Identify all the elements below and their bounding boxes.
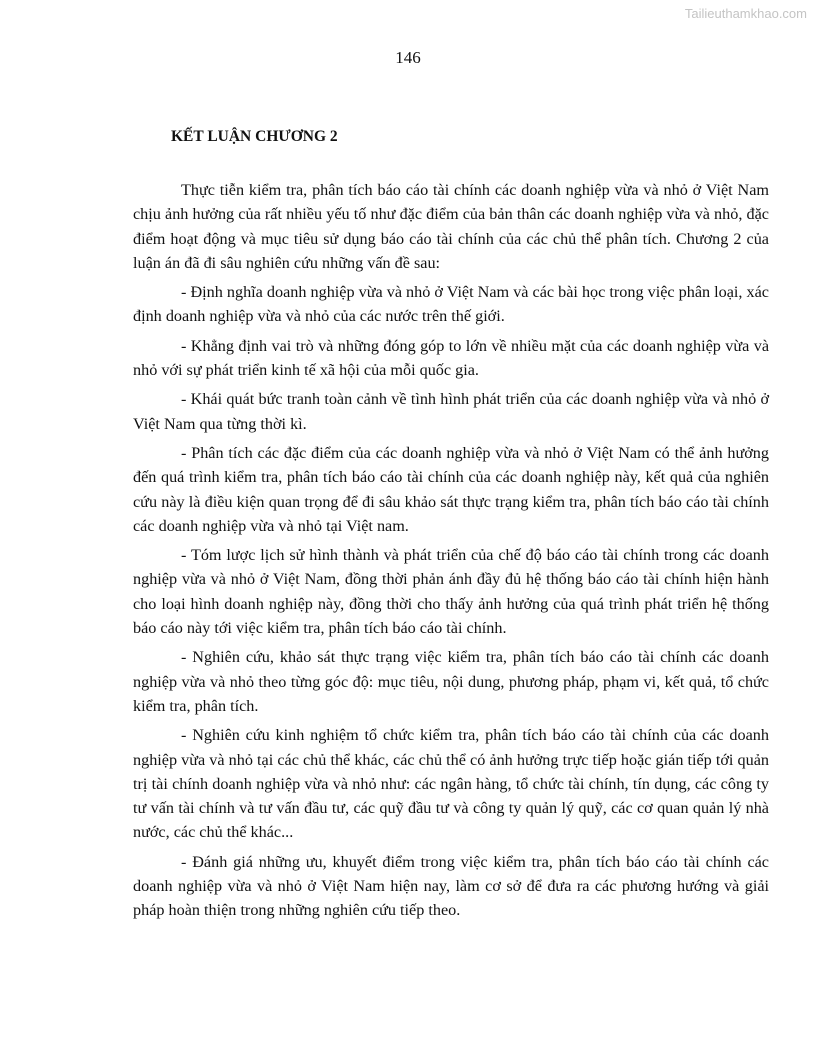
- chapter-heading: KẾT LUẬN CHƯƠNG 2: [171, 128, 338, 145]
- list-item-definition: - Định nghĩa doanh nghiệp vừa và nhỏ ở Việt Nam và các bài học trong việc phân loại, xác định doanh nghiệp vừa và nhỏ của các nước trên thế giới.: [133, 283, 769, 326]
- intro-paragraph: Thực tiễn kiểm tra, phân tích báo cáo tài chính các doanh nghiệp vừa và nhỏ ở Việt Nam chịu ảnh hưởng của rất nhiều yếu tố như đặc điểm của bản thân các doanh nghiệp vừa và nhỏ, đặc điểm hoạt động và mục tiêu sử dụng báo cáo tài chính của các chủ thể phân tích. Chương 2 của luận án đã đi sâu nghiên cứu những vấn đề sau:: [133, 181, 769, 272]
- list-item-history: - Tóm lược lịch sử hình thành và phát triển của chế độ báo cáo tài chính trong các doanh nghiệp vừa và nhỏ ở Việt Nam, đồng thời phản ánh đầy đủ hệ thống báo cáo tài chính hiện hành cho loại hình doanh nghiệp này, đồng thời cho thấy ảnh hưởng của quá trình phát triển hệ thống báo cáo này tới việc kiểm tra, phân tích báo cáo tài chính.: [133, 546, 769, 638]
- body-text: [133, 178, 769, 928]
- list-item-survey: - Nghiên cứu, khảo sát thực trạng việc kiểm tra, phân tích báo cáo tài chính các doanh nghiệp vừa và nhỏ theo từng góc độ: mục tiêu, nội dung, phương pháp, phạm vi, kết quả, tổ chức kiểm tra, phân tích.: [133, 648, 769, 715]
- page-number: 146: [395, 48, 421, 67]
- list-item-experience: - Nghiên cứu kinh nghiệm tổ chức kiểm tra, phân tích báo cáo tài chính của các doanh nghiệp vừa và nhỏ tại các chủ thể khác, các chủ thể có ảnh hưởng trực tiếp hoặc gián tiếp tới quản trị tài chính doanh nghiệp vừa và nhỏ như: các ngân hàng, tổ chức tài chính, tín dụng, các công ty tư vấn tài chính và tư vấn đầu tư, các quỹ đầu tư và công ty quản lý quỹ, các cơ quan quản lý nhà nước, các chủ thể khác...: [133, 726, 769, 842]
- watermark: Tailieuthamkhao.com: [684, 6, 807, 21]
- list-item-role: - Khẳng định vai trò và những đóng góp to lớn về nhiều mặt của các doanh nghiệp vừa và nhỏ với sự phát triển kinh tế xã hội của mỗi quốc gia.: [133, 336, 769, 380]
- list-item-characteristics: - Phân tích các đặc điểm của các doanh nghiệp vừa và nhỏ ở Việt Nam có thể ảnh hưởng đến quá trình kiểm tra, phân tích báo cáo tài chính của các doanh nghiệp này, kết quả của nghiên cứu này là điều kiện quan trọng để đi sâu khảo sát thực trạng kiểm tra, phân tích báo cáo tài chính các doanh nghiệp vừa và nhỏ tại Việt nam.: [133, 443, 769, 535]
- list-item-evaluation: - Đánh giá những ưu, khuyết điểm trong việc kiểm tra, phân tích báo cáo tài chính các doanh nghiệp vừa và nhỏ ở Việt Nam hiện nay, làm cơ sở để đưa ra các phương hướng và giải pháp hoàn thiện trong những nghiên cứu tiếp theo.: [133, 852, 769, 920]
- list-item-overview: - Khái quát bức tranh toàn cảnh về tình hình phát triển của các doanh nghiệp vừa và nhỏ ở Việt Nam qua từng thời kì.: [133, 390, 769, 433]
